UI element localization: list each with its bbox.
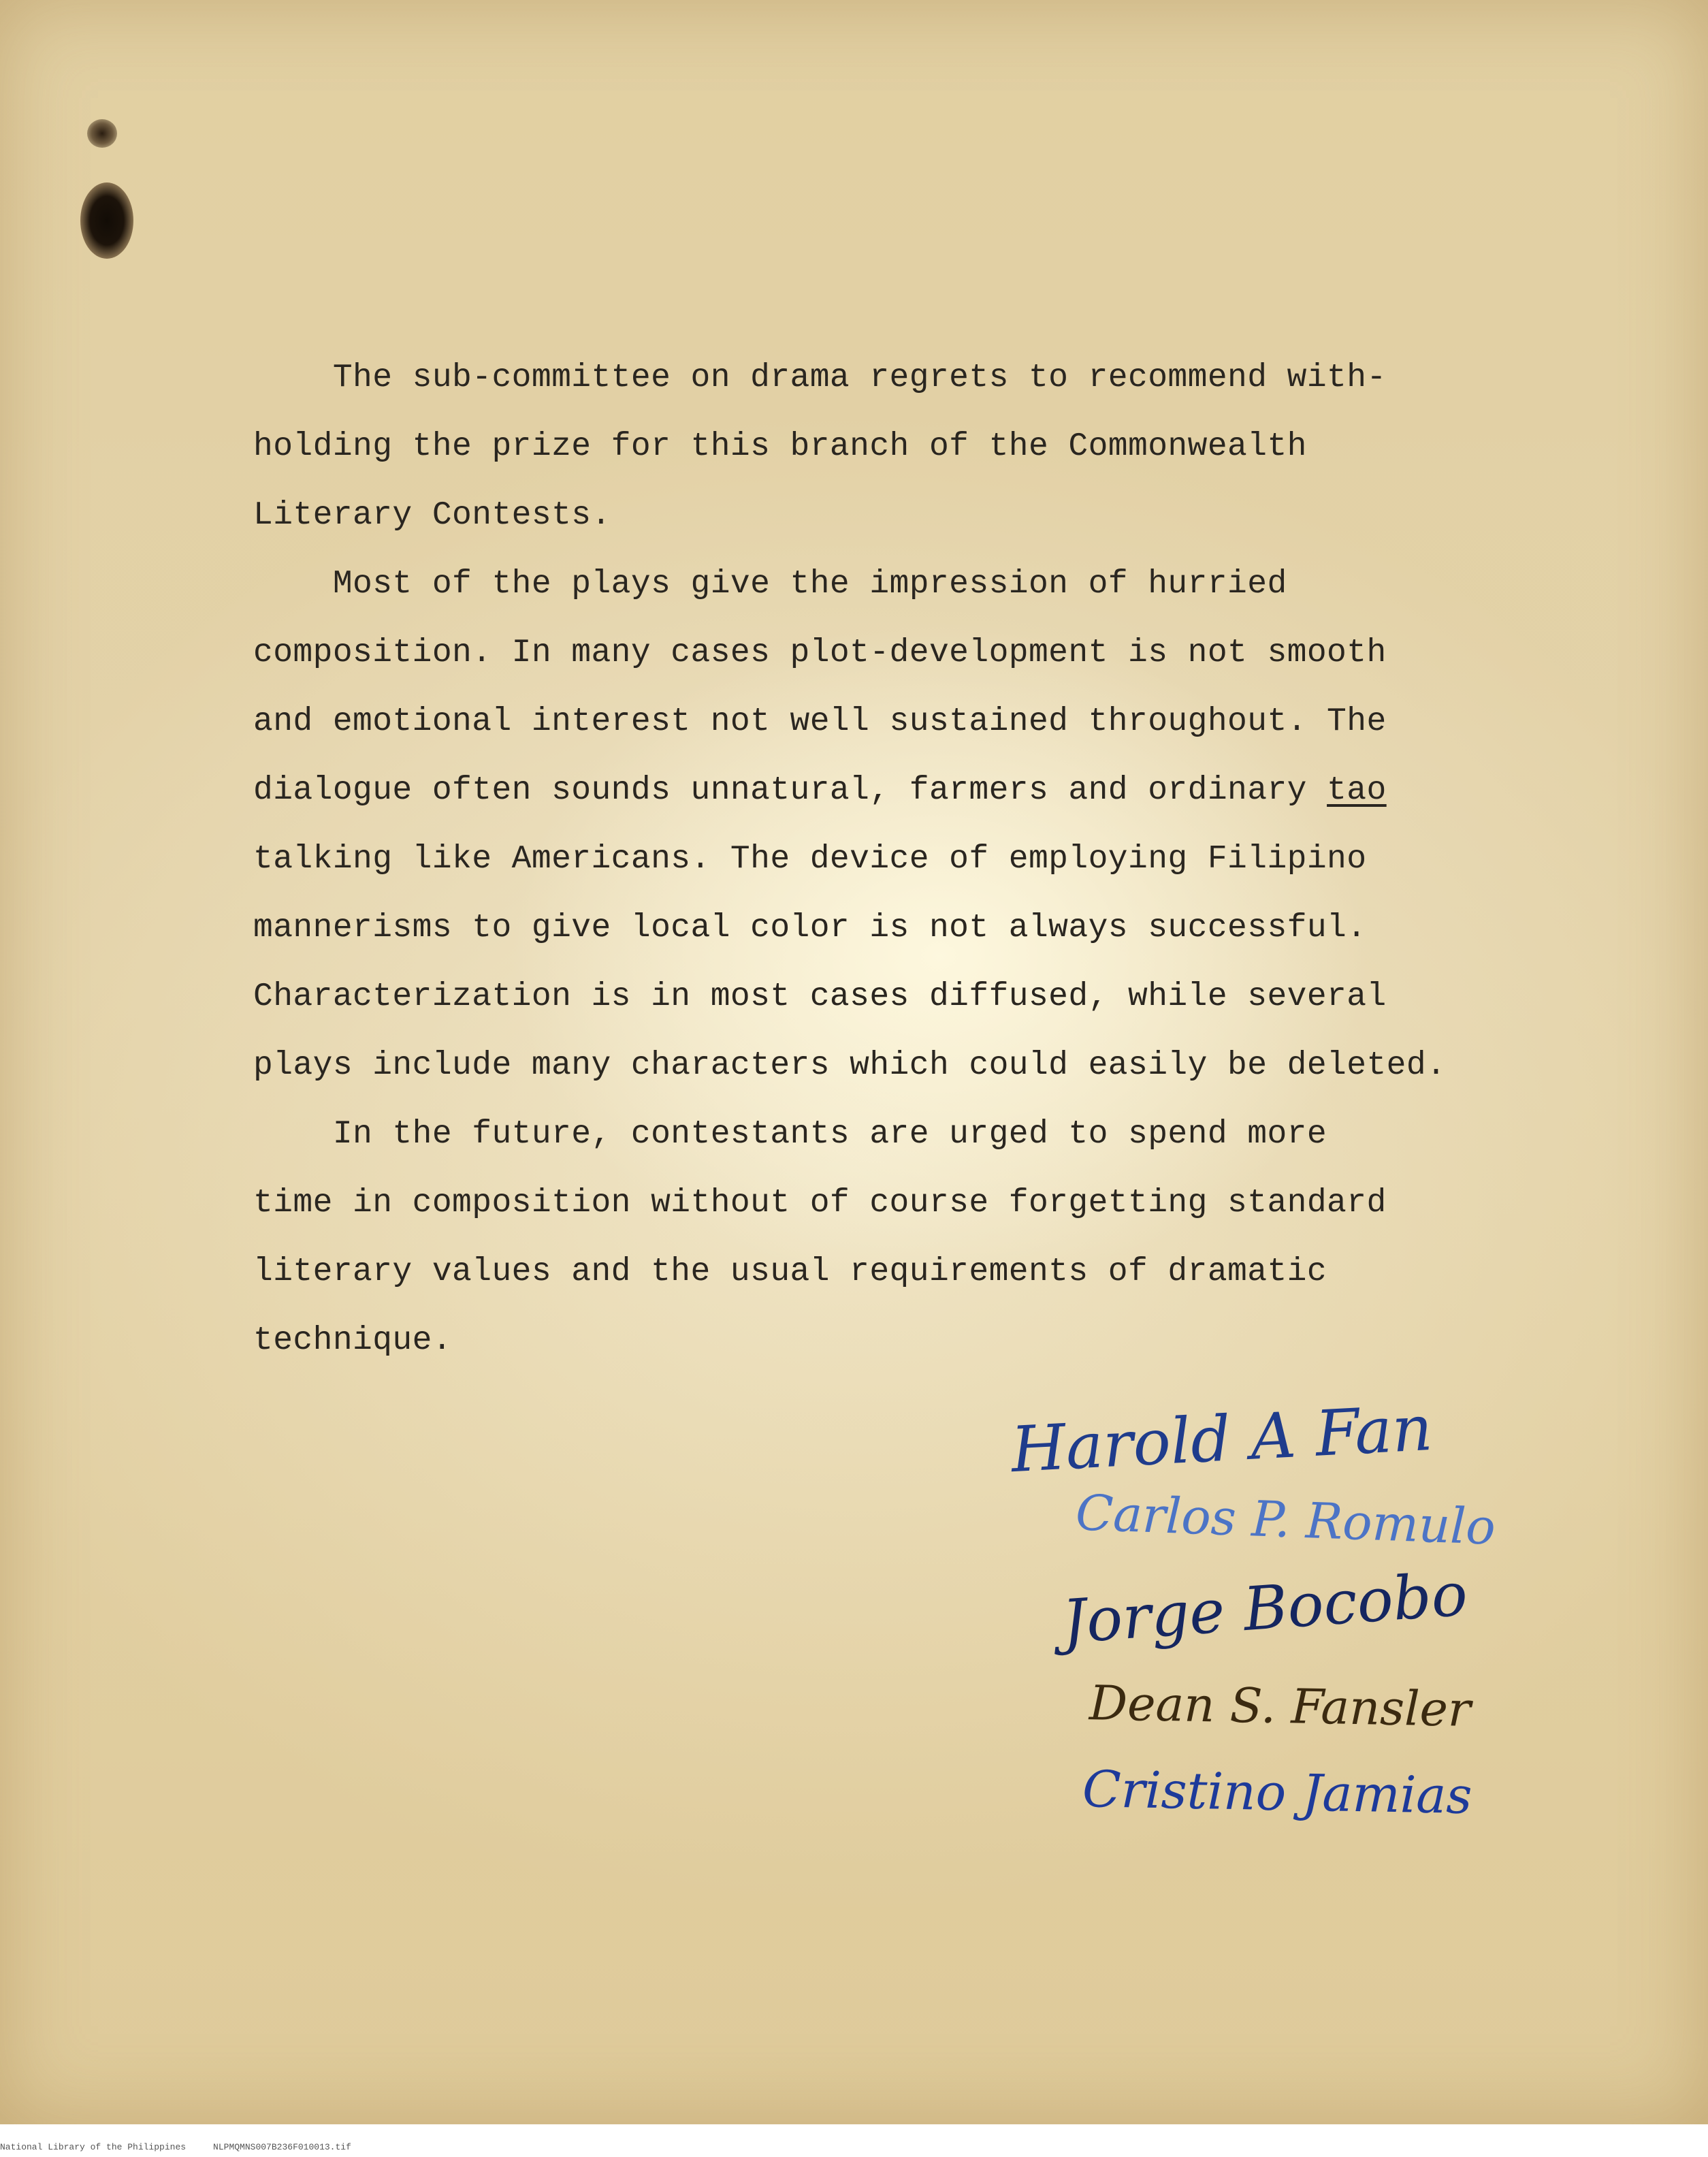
signature-3: Jorge Bocobo [1060, 1559, 1470, 1657]
footer-library: National Library of the Philippines [0, 2142, 187, 2152]
text-line: composition. In many cases plot-development is not smooth [253, 635, 1387, 671]
typed-text-body [253, 344, 1506, 1375]
burn-mark [80, 182, 133, 259]
underlined-word: tao [1327, 772, 1387, 809]
text-line: mannerisms to give local color is not always successful. [253, 910, 1367, 946]
burn-mark-small [87, 119, 117, 148]
text-line-part: dialogue often sounds unnatural, farmers and ordinary [253, 772, 1327, 809]
text-line: holding the prize for this branch of the Commonwealth [253, 428, 1307, 465]
signature-5: Cristino Jamias [1082, 1760, 1473, 1825]
text-line: The sub-committee on drama regrets to recommend with- [253, 360, 1387, 396]
text-line: literary values and the usual requirements of dramatic [253, 1253, 1327, 1290]
text-line: Literary Contests. [253, 497, 611, 534]
text-line: time in composition without of course forgetting standard [253, 1185, 1387, 1221]
text-line: plays include many characters which could easily be deleted. [253, 1047, 1447, 1084]
text-line: Most of the plays give the impression of hurried [253, 566, 1287, 603]
text-line [253, 756, 1506, 825]
scan-footer-text [0, 2142, 351, 2152]
signature-2: Carlos P. Romulo [1074, 1484, 1497, 1556]
signature-1: Harold A Fan [1009, 1391, 1434, 1487]
text-line: talking like Americans. The device of employing Filipino [253, 841, 1367, 878]
text-line: In the future, contestants are urged to spend more [253, 1116, 1327, 1153]
text-line: Characterization is in most cases diffused, while several [253, 978, 1387, 1015]
signature-4: Dean S. Fansler [1089, 1675, 1472, 1738]
footer-file-id: NLPMQMNS007B236F010013.tif [213, 2142, 351, 2152]
text-line: and emotional interest not well sustained throughout. The [253, 703, 1387, 740]
text-line: technique. [253, 1322, 453, 1359]
